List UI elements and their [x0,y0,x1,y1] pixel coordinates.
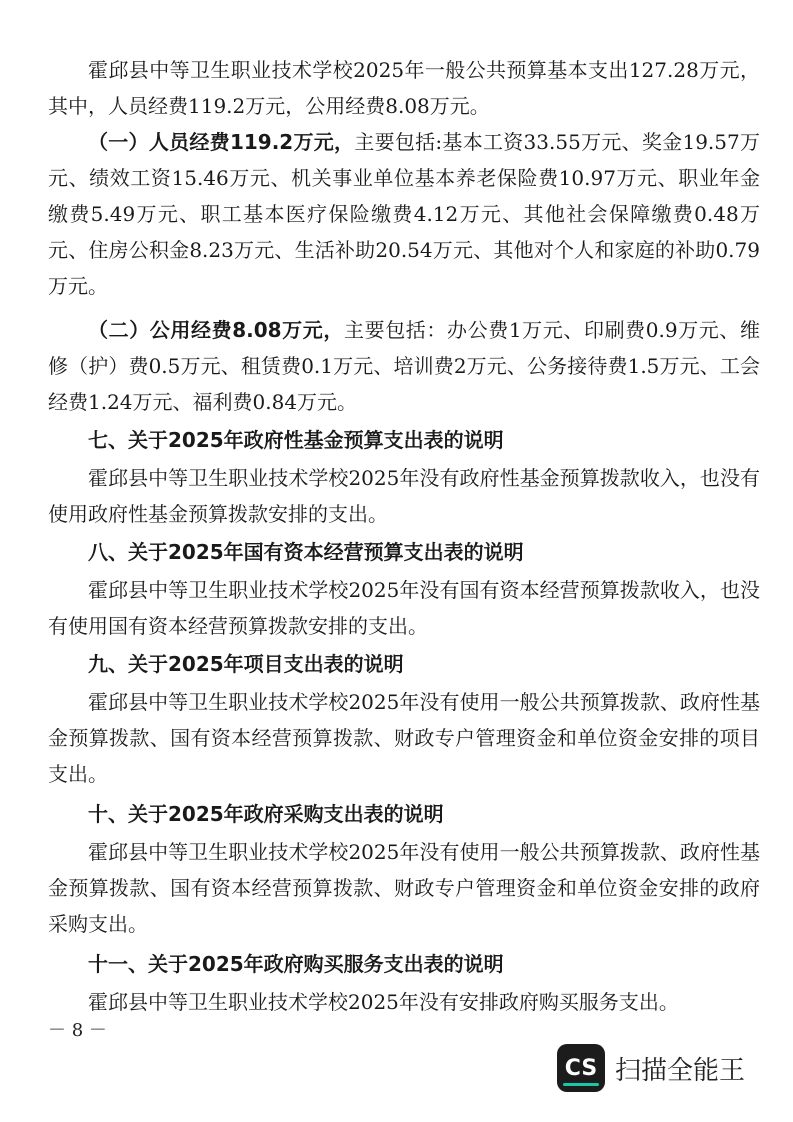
basic-expenditure-paragraph: 霍邱县中等卫生职业技术学校2025年一般公共预算基本支出127.28万元，其中，人员经费119.2万元，公用经费8.08万元。 [48,58,760,118]
personnel-expense-lead: （一）人员经费119.2万元， [88,130,355,154]
section-heading: 七、关于2025年政府性基金预算支出表的说明 [88,428,504,452]
personnel-expense-paragraph [48,124,760,304]
section-heading: 十一、关于2025年政府购买服务支出表的说明 [88,952,504,976]
camscanner-logo-text: 扫描全能王 [615,1055,746,1086]
page-number: － 8 － [48,1020,107,1041]
public-expense-lead: （二）公用经费8.08万元， [88,318,344,342]
personnel-expense-body: 主要包括:基本工资33.55万元、奖金19.57万元、绩效工资15.46万元、机关事业单位基本养老保险费10.97万元、职业年金缴费5.49万元、职工基本医疗保险缴费4.12万元、其他社会保障缴费0.48万元、住房公积金8.23万元、生活补助20.54万元、其他对个人和家庭的补助0.79万元。 [48,130,760,298]
section-heading: 十、关于2025年政府采购支出表的说明 [88,802,444,826]
public-expense-paragraph [48,312,760,420]
section-body: 霍邱县中等卫生职业技术学校2025年没有使用一般公共预算拨款、政府性基金预算拨款、国有资本经营预算拨款、财政专户管理资金和单位资金安排的项目支出。 [48,690,760,786]
section-body: 霍邱县中等卫生职业技术学校2025年没有政府性基金预算拨款收入，也没有使用政府性基金预算拨款安排的支出。 [48,466,760,526]
section-heading: 九、关于2025年项目支出表的说明 [88,652,404,676]
public-expense-body: 主要包括：办公费1万元、印刷费0.9万元、维修（护）费0.5万元、租赁费0.1万元、培训费2万元、公务接待费1.5万元、工会经费1.24万元、福利费0.84万元。 [48,318,761,414]
section-body: 霍邱县中等卫生职业技术学校2025年没有使用一般公共预算拨款、政府性基金预算拨款、国有资本经营预算拨款、财政专户管理资金和单位资金安排的政府采购支出。 [48,840,760,936]
scanner-watermark [557,1040,767,1096]
section-body: 霍邱县中等卫生职业技术学校2025年没有国有资本经营预算拨款收入，也没有使用国有资本经营预算拨款安排的支出。 [48,578,760,638]
section-heading: 八、关于2025年国有资本经营预算支出表的说明 [88,540,524,564]
camscanner-logo-icon: CS [557,1044,605,1092]
section-body: 霍邱县中等卫生职业技术学校2025年没有安排政府购买服务支出。 [88,990,679,1014]
